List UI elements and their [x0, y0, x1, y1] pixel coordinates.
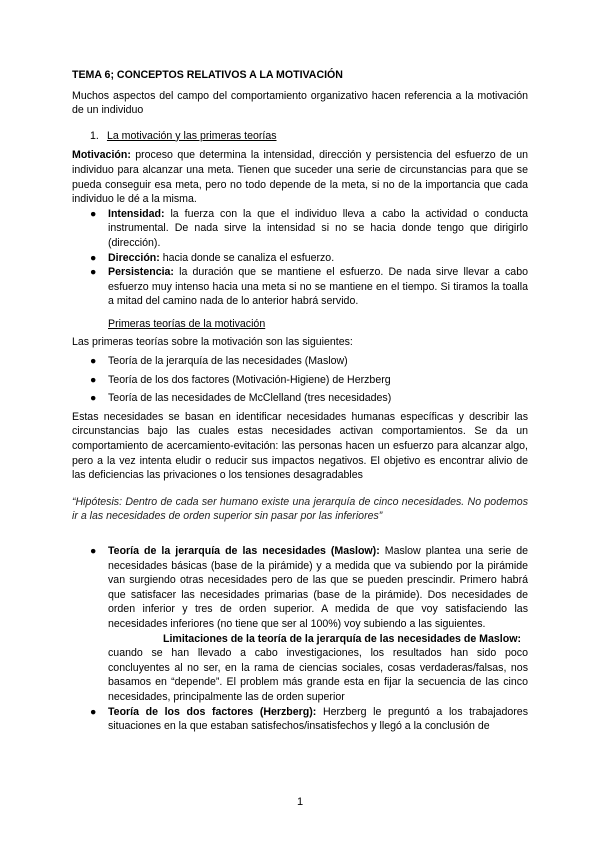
theory-text: Teoría de los dos factores (Motivación-Higiene) de Herzberg — [108, 373, 391, 386]
component-term: Dirección: — [108, 251, 160, 264]
theory-text: Teoría de la jerarquía de las necesidades (Maslow) — [108, 355, 348, 368]
bullet-icon: ● — [90, 266, 97, 279]
theories-intro: Las primeras teorías sobre la motivación son las siguientes: — [72, 335, 353, 348]
document-title: TEMA 6; CONCEPTOS RELATIVOS A LA MOTIVACIÓN — [72, 69, 343, 81]
components-list — [72, 207, 528, 309]
component-text: la fuerza con la que el individuo lleva a cabo la actividad o conducta instrumental. De nada sirve la intensidad si no se hacia donde tengo que dirigirlo (dirección). — [108, 207, 528, 249]
list-item — [72, 354, 528, 369]
herzberg-term: Teoría de los dos factores (Herzberg): — [108, 705, 317, 718]
theories-list — [72, 354, 528, 406]
document-page — [72, 68, 528, 734]
intro-paragraph: Muchos aspectos del campo del comportamiento organizativo hacen referencia a la motivación de un individuo — [72, 89, 528, 117]
detail-list — [72, 544, 528, 734]
motivation-definition — [72, 148, 528, 206]
needs-paragraph: Estas necesidades se basan en identificar necesidades humanas específicas y describir las circunstancias bajo las cuales estas necesidades activan comportamientos. Se da un comportamiento de acercamiento-evitación: las personas hacen un esfuerzo para alcanzar algo, pero a la vez intenta eludir o reducir sus impactos negativos. El objetivo es encontrar alivio de las deficiencias las privaciones o los tensiones desagradables — [72, 410, 528, 482]
limitations-heading: Limitaciones de la teoría de la jerarquía de las necesidades de Maslow: — [163, 632, 521, 645]
component-term: Intensidad: — [108, 207, 165, 220]
bullet-icon: ● — [90, 251, 97, 264]
component-text: hacia donde se canaliza el esfuerzo. — [159, 251, 335, 264]
herzberg-text: Herzberg le preguntó a los trabajadores situaciones en la que estaban satisfechos/insatisfechos y llegó a la conclusión de — [108, 705, 528, 733]
bullet-icon: ● — [90, 207, 97, 220]
bullet-icon: ● — [90, 545, 97, 558]
bullet-icon: ● — [90, 373, 97, 386]
list-item — [72, 265, 528, 309]
maslow-term: Teoría de la jerarquía de las necesidades (Maslow): — [108, 545, 380, 558]
theory-text: Teoría de las necesidades de McClelland (tres necesidades) — [108, 392, 392, 405]
motivation-text: proceso que determina la intensidad, dirección y persistencia del esfuerzo de un individuo para alcanzar una meta. Tienen que suceder una serie de circunstancias para que se pueda conseguir esa meta, pero no todo depende de la meta, si no de la importancia que cada individuo le dé a la misma. — [72, 149, 528, 206]
bullet-icon: ● — [90, 705, 97, 718]
component-term: Persistencia: — [108, 266, 174, 279]
list-item — [72, 373, 528, 388]
maslow-text: Maslow plantea una serie de necesidades básicas (base de la pirámide) y a medida que va subiendo por la pirámide van surgiendo otras necesidades pero de las que se pueden prescindir. Primero habrá que satisfacer las necesidades primarias (base de la pirámide). Dos necesidades de orden inferior y tres de orden superior. A medida de que voy satisfaciendo las necesidades inferiores (no tiene que ser al 100%) voy subiendo a las siguientes. — [108, 545, 528, 630]
section-label: La motivación y las primeras teorías — [106, 129, 277, 142]
list-item — [72, 544, 528, 705]
page-number: 1 — [296, 796, 304, 808]
motivation-term: Motivación: — [72, 149, 131, 162]
section-heading — [90, 129, 528, 144]
subheading: Primeras teorías de la motivación — [108, 317, 266, 330]
list-item — [72, 391, 528, 406]
bullet-icon: ● — [90, 392, 97, 405]
bullet-icon: ● — [90, 355, 97, 368]
hypothesis-quote: “Hipótesis: Dentro de cada ser humano existe una jerarquía de cinco necesidades. No podemos ir a las necesidades de orden superior sin pasar por las inferiores” — [72, 495, 528, 523]
section-number: 1. — [90, 129, 99, 142]
limitations-text: cuando se han llevado a cabo investigaciones, los resultados han sido poco concluyentes al no ser, en la rama de ciencias sociales, cosas verdaderas/falsas, nos basamos en “depende”. El problem más grande esta en fijar la secuencia de las cinco necesidades, principalmente las de orden superior — [108, 647, 528, 703]
list-item — [72, 251, 528, 266]
component-text: la duración que se mantiene el esfuerzo. De nada sirve llevar a cabo esfuerzo muy intenso hacia una meta si no se mantiene en el tiempo. Si tiramos la toalla a mitad del camino nada de lo anterior habrá servido. — [108, 266, 528, 308]
list-item — [72, 207, 528, 251]
list-item — [72, 705, 528, 734]
